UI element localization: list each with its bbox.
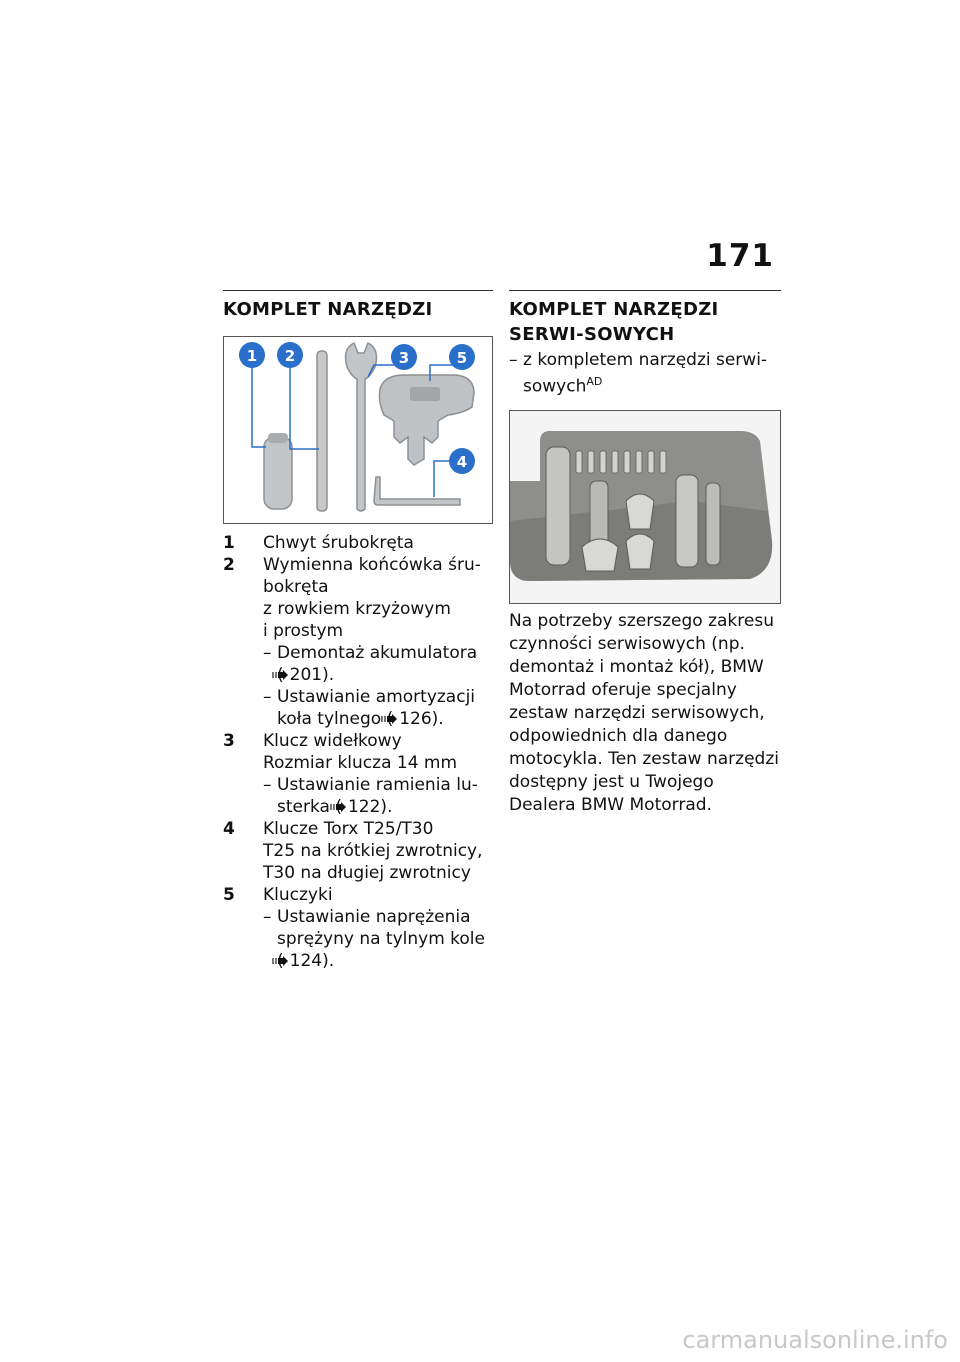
section-title-toolkit: KOMPLET NARZĘDZI [223, 299, 433, 320]
callout-1: 1 [246, 347, 258, 365]
section-rule [223, 290, 493, 291]
section-rule [509, 290, 781, 291]
list-item: 4 Klucze Torx T25/T30 T25 na krótkiej zwrotnicy, T30 na długiej zwrotnicy [223, 819, 483, 883]
toolkit-illustration [224, 337, 492, 523]
section-title-service-toolkit: KOMPLET NARZĘDZI SERWI-SOWYCH [509, 299, 719, 345]
page-ref-arrow-icon [286, 664, 288, 686]
toolkit-figure [223, 336, 493, 524]
optional-equipment-note: – z kompletem narzędzi serwi- sowych$^{AD}$ [509, 350, 768, 397]
page-ref[interactable]: 126). [399, 709, 444, 729]
page-ref[interactable]: 124). [289, 951, 335, 971]
page-ref-arrow-icon [286, 950, 288, 972]
page-ref-arrow-icon [344, 796, 346, 818]
list-item: 1 Chwyt śrubokręta [223, 533, 414, 553]
toolkit-list [223, 532, 493, 972]
sub-item: – Ustawianie amortyzacji koła tylnego 126). [263, 687, 476, 729]
service-toolkit-description: Na potrzeby szerszego zakresu czynności serwisowych (np. demontaż i montaż kół), BMW Motorrad oferuje specjalny zestaw narzędzi serwisowych, odpowiednich dla danego motocykla. Ten zestaw narzędzi dostępny jest u Twojego Dealera BMW Motorrad. [509, 610, 779, 815]
callout-2: 2 [284, 347, 296, 365]
callout-4: 4 [456, 453, 468, 471]
list-item: 3 Klucz widełkowy Rozmiar klucza 14 mm – Ustawianie ramienia lu- sterka 122). [223, 730, 493, 818]
left-column [223, 290, 493, 972]
watermark: carmanualsonline.info [682, 1326, 948, 1354]
list-item: 2 Wymienna końcówka śru- bokręta z rowkiem krzyżowym i prostym – Demontaż akumulatora 201). – Ustawianie amortyzacji koła tylnego 126). [223, 554, 493, 730]
sub-item: – Ustawianie naprężenia sprężyny na tylnym kole 124). [263, 907, 485, 971]
service-toolkit-figure [509, 410, 781, 604]
page-ref-arrow-icon [395, 708, 397, 730]
service-toolkit-photo [510, 411, 780, 603]
right-column [509, 290, 781, 817]
list-item: 5 Kluczyki – Ustawianie naprężenia sprężyny na tylnym kole 124). [223, 884, 493, 972]
callout-3: 3 [398, 349, 410, 367]
page-number: 171 [706, 238, 774, 274]
callout-5: 5 [456, 349, 468, 367]
sub-item: – Demontaż akumulatora 201). [263, 643, 478, 685]
page-ref[interactable]: 201). [289, 665, 335, 685]
page-ref[interactable]: 122). [347, 797, 393, 817]
sub-item: – Ustawianie ramienia lu- sterka 122). [263, 775, 478, 817]
